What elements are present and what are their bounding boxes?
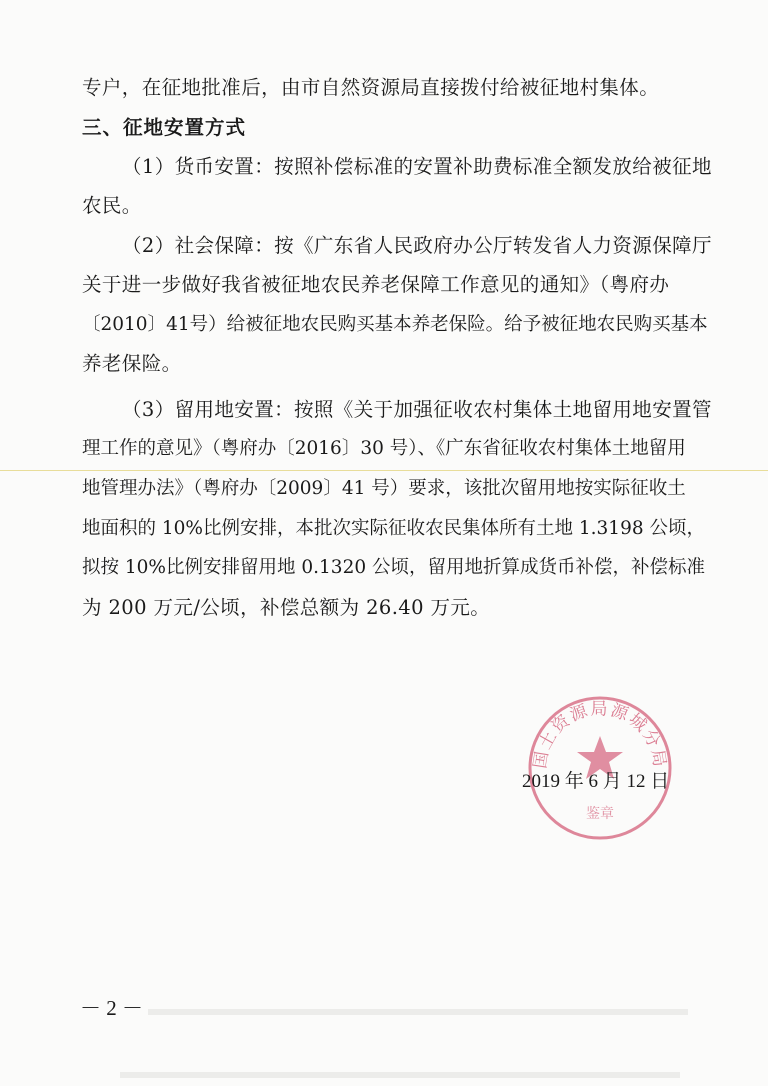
body-line: 拟按 10%比例安排留用地 0.1320 公顷，留用地折算成货币补偿，补偿标准 (82, 557, 705, 578)
body-line: （3）留用地安置：按照《关于加强征收农村集体土地留用地安置管 (122, 398, 712, 421)
scan-artifact (120, 1072, 680, 1078)
body-line: 专户，在征地批准后，由市自然资源局直接拨付给被征地村集体。 (82, 76, 660, 99)
body-line: 关于进一步做好我省被征地农民养老保障工作意见的通知》（粤府办 (82, 273, 670, 296)
body-line: 理工作的意见》（粤府办〔2016〕30 号）、《广东省征收农村集体土地留用 (82, 438, 686, 459)
section-heading: 三、征地安置方式 (82, 116, 247, 139)
scan-rule-line (0, 470, 768, 471)
body-line: 养老保险。 (82, 352, 182, 375)
body-line: 〔2010〕41号）给被征地农民购买基本养老保险。给予被征地农民购买基本 (82, 314, 708, 335)
body-line: 地面积的 10%比例安排，本批次实际征收农民集体所有土地 1.3198 公顷， (82, 518, 705, 539)
svg-text:鉴章: 鉴章 (586, 806, 614, 822)
svg-text:国土资源局源城分局: 国土资源局源城分局 (530, 699, 670, 771)
body-line: 地管理办法》（粤府办〔2009〕41 号）要求，该批次留用地按实际征收土 (82, 478, 686, 499)
page-number: － 2 － (80, 996, 143, 1020)
body-line: 为 200 万元/公顷，补偿总额为 26.40 万元。 (82, 596, 491, 619)
official-seal (520, 688, 680, 848)
body-line: 农民。 (82, 194, 142, 217)
document-date: 2019 年 6 月 12 日 (522, 771, 670, 792)
scan-artifact (148, 1009, 688, 1015)
body-line: （1）货币安置：按照补偿标准的安置补助费标准全额发放给被征地 (122, 155, 712, 178)
body-line: （2）社会保障：按《广东省人民政府办公厅转发省人力资源保障厅 (122, 234, 712, 257)
